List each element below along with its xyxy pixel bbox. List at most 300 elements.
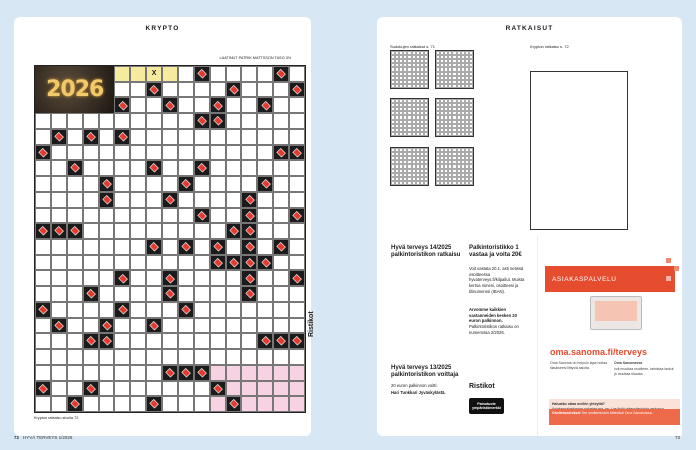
grid-cell[interactable] xyxy=(51,381,67,397)
grid-cell[interactable] xyxy=(114,145,130,161)
black-square[interactable] xyxy=(67,160,83,176)
grid-cell[interactable] xyxy=(35,239,51,255)
grid-cell[interactable] xyxy=(114,66,130,82)
grid-cell[interactable] xyxy=(130,333,146,349)
grid-cell[interactable] xyxy=(257,302,273,318)
grid-cell[interactable] xyxy=(35,129,51,145)
grid-cell[interactable] xyxy=(178,286,194,302)
grid-cell[interactable] xyxy=(241,302,257,318)
grid-cell[interactable] xyxy=(51,192,67,208)
grid-cell[interactable] xyxy=(99,349,115,365)
black-square[interactable] xyxy=(273,239,289,255)
grid-cell[interactable] xyxy=(226,160,242,176)
grid-cell[interactable] xyxy=(241,66,257,82)
grid-cell[interactable] xyxy=(114,318,130,334)
black-square[interactable] xyxy=(257,97,273,113)
grid-cell[interactable] xyxy=(194,286,210,302)
grid-cell[interactable] xyxy=(67,381,83,397)
grid-cell[interactable] xyxy=(35,255,51,271)
grid-cell[interactable] xyxy=(289,66,305,82)
grid-cell[interactable] xyxy=(130,318,146,334)
grid-cell[interactable] xyxy=(67,239,83,255)
grid-cell[interactable] xyxy=(130,145,146,161)
grid-cell[interactable] xyxy=(114,333,130,349)
grid-cell[interactable] xyxy=(83,365,99,381)
black-square[interactable] xyxy=(210,239,226,255)
grid-cell[interactable] xyxy=(99,223,115,239)
grid-cell[interactable] xyxy=(51,349,67,365)
grid-cell[interactable] xyxy=(210,302,226,318)
black-square[interactable] xyxy=(210,113,226,129)
grid-cell[interactable] xyxy=(67,129,83,145)
grid-cell[interactable] xyxy=(83,113,99,129)
grid-cell[interactable] xyxy=(194,82,210,98)
grid-cell[interactable] xyxy=(83,396,99,412)
grid-cell[interactable] xyxy=(289,176,305,192)
grid-cell[interactable] xyxy=(146,365,162,381)
grid-cell[interactable] xyxy=(241,97,257,113)
grid-cell[interactable] xyxy=(210,160,226,176)
grid-cell[interactable] xyxy=(226,349,242,365)
grid-cell[interactable] xyxy=(67,365,83,381)
black-square[interactable] xyxy=(146,82,162,98)
grid-cell[interactable] xyxy=(67,286,83,302)
grid-cell[interactable] xyxy=(51,160,67,176)
black-square[interactable] xyxy=(194,208,210,224)
grid-cell[interactable] xyxy=(257,113,273,129)
grid-cell[interactable] xyxy=(178,208,194,224)
grid-cell[interactable] xyxy=(162,129,178,145)
grid-cell[interactable] xyxy=(130,176,146,192)
grid-cell[interactable] xyxy=(273,223,289,239)
grid-cell[interactable] xyxy=(114,176,130,192)
grid-cell[interactable] xyxy=(194,223,210,239)
black-square[interactable] xyxy=(178,176,194,192)
grid-cell[interactable] xyxy=(210,365,226,381)
grid-cell[interactable] xyxy=(289,113,305,129)
grid-cell[interactable] xyxy=(210,223,226,239)
grid-cell[interactable] xyxy=(162,318,178,334)
grid-cell[interactable] xyxy=(35,365,51,381)
black-square[interactable] xyxy=(241,270,257,286)
grid-cell[interactable] xyxy=(83,318,99,334)
grid-cell[interactable] xyxy=(194,97,210,113)
grid-cell[interactable] xyxy=(83,349,99,365)
grid-cell[interactable] xyxy=(241,129,257,145)
grid-cell[interactable] xyxy=(146,270,162,286)
grid-cell[interactable] xyxy=(146,302,162,318)
grid-cell[interactable] xyxy=(273,129,289,145)
black-square[interactable] xyxy=(178,365,194,381)
grid-cell[interactable] xyxy=(194,318,210,334)
grid-cell[interactable] xyxy=(210,396,226,412)
grid-cell[interactable] xyxy=(35,286,51,302)
grid-cell[interactable] xyxy=(194,396,210,412)
grid-cell[interactable] xyxy=(51,176,67,192)
black-square[interactable] xyxy=(273,333,289,349)
grid-cell[interactable] xyxy=(178,160,194,176)
grid-cell[interactable] xyxy=(241,365,257,381)
grid-cell[interactable] xyxy=(67,349,83,365)
black-square[interactable] xyxy=(273,66,289,82)
grid-cell[interactable] xyxy=(241,145,257,161)
black-square[interactable] xyxy=(241,192,257,208)
grid-cell[interactable] xyxy=(178,145,194,161)
black-square[interactable] xyxy=(289,145,305,161)
grid-cell[interactable] xyxy=(83,302,99,318)
black-square[interactable] xyxy=(241,239,257,255)
grid-cell[interactable] xyxy=(35,160,51,176)
grid-cell[interactable] xyxy=(162,82,178,98)
grid-cell[interactable] xyxy=(257,349,273,365)
grid-cell[interactable] xyxy=(289,192,305,208)
black-square[interactable] xyxy=(162,97,178,113)
grid-cell[interactable] xyxy=(146,208,162,224)
black-square[interactable] xyxy=(146,160,162,176)
black-square[interactable] xyxy=(114,302,130,318)
grid-cell[interactable] xyxy=(210,82,226,98)
black-square[interactable] xyxy=(194,113,210,129)
black-square[interactable] xyxy=(210,97,226,113)
grid-cell[interactable] xyxy=(289,286,305,302)
grid-cell[interactable] xyxy=(226,113,242,129)
grid-cell[interactable] xyxy=(83,176,99,192)
grid-cell[interactable] xyxy=(289,223,305,239)
grid-cell[interactable] xyxy=(241,160,257,176)
black-square[interactable] xyxy=(35,145,51,161)
black-square[interactable] xyxy=(289,333,305,349)
grid-cell[interactable] xyxy=(67,145,83,161)
grid-cell[interactable] xyxy=(194,333,210,349)
black-square[interactable] xyxy=(162,192,178,208)
grid-cell[interactable] xyxy=(257,396,273,412)
grid-cell[interactable] xyxy=(51,208,67,224)
grid-cell[interactable] xyxy=(130,208,146,224)
grid-cell[interactable] xyxy=(241,396,257,412)
grid-cell[interactable] xyxy=(226,66,242,82)
grid-cell[interactable] xyxy=(35,270,51,286)
grid-cell[interactable] xyxy=(178,66,194,82)
grid-cell[interactable] xyxy=(194,129,210,145)
grid-cell[interactable] xyxy=(51,365,67,381)
grid-cell[interactable] xyxy=(114,160,130,176)
black-square[interactable] xyxy=(51,129,67,145)
grid-cell[interactable] xyxy=(226,333,242,349)
black-square[interactable] xyxy=(99,192,115,208)
black-square[interactable] xyxy=(67,396,83,412)
grid-cell[interactable] xyxy=(99,286,115,302)
grid-cell[interactable] xyxy=(194,381,210,397)
grid-cell[interactable] xyxy=(257,145,273,161)
grid-cell[interactable] xyxy=(257,381,273,397)
black-square[interactable] xyxy=(83,333,99,349)
grid-cell[interactable] xyxy=(162,160,178,176)
grid-cell[interactable] xyxy=(99,381,115,397)
black-square[interactable] xyxy=(146,239,162,255)
grid-cell[interactable] xyxy=(35,208,51,224)
grid-cell[interactable] xyxy=(83,255,99,271)
grid-cell[interactable] xyxy=(162,66,178,82)
black-square[interactable] xyxy=(241,255,257,271)
grid-cell[interactable] xyxy=(194,239,210,255)
black-square[interactable] xyxy=(257,333,273,349)
grid-cell[interactable] xyxy=(130,365,146,381)
grid-cell[interactable] xyxy=(210,333,226,349)
grid-cell[interactable] xyxy=(146,113,162,129)
grid-cell[interactable] xyxy=(178,318,194,334)
grid-cell[interactable] xyxy=(130,396,146,412)
grid-cell[interactable] xyxy=(162,381,178,397)
grid-cell[interactable] xyxy=(210,208,226,224)
grid-cell[interactable] xyxy=(226,365,242,381)
grid-cell[interactable] xyxy=(51,255,67,271)
grid-cell[interactable] xyxy=(210,318,226,334)
grid-cell[interactable] xyxy=(51,270,67,286)
grid-cell[interactable] xyxy=(83,145,99,161)
grid-cell[interactable] xyxy=(226,97,242,113)
black-square[interactable] xyxy=(114,97,130,113)
grid-cell[interactable] xyxy=(35,349,51,365)
black-square[interactable] xyxy=(289,270,305,286)
black-square[interactable] xyxy=(194,365,210,381)
grid-cell[interactable] xyxy=(83,270,99,286)
grid-cell[interactable] xyxy=(210,286,226,302)
grid-cell[interactable] xyxy=(162,333,178,349)
black-square[interactable] xyxy=(289,82,305,98)
grid-cell[interactable] xyxy=(257,318,273,334)
grid-cell[interactable] xyxy=(241,82,257,98)
grid-cell[interactable] xyxy=(241,176,257,192)
black-square[interactable] xyxy=(226,223,242,239)
grid-cell[interactable] xyxy=(178,270,194,286)
grid-cell[interactable] xyxy=(35,192,51,208)
grid-cell[interactable] xyxy=(146,129,162,145)
grid-cell[interactable] xyxy=(289,396,305,412)
grid-cell[interactable] xyxy=(114,396,130,412)
grid-cell[interactable] xyxy=(130,270,146,286)
grid-cell[interactable] xyxy=(99,270,115,286)
grid-cell[interactable] xyxy=(178,255,194,271)
grid-cell[interactable] xyxy=(146,145,162,161)
grid-cell[interactable] xyxy=(257,82,273,98)
grid-cell[interactable] xyxy=(226,270,242,286)
grid-cell[interactable] xyxy=(162,255,178,271)
grid-cell[interactable] xyxy=(289,318,305,334)
grid-cell[interactable] xyxy=(194,349,210,365)
grid-cell[interactable] xyxy=(289,129,305,145)
grid-cell[interactable] xyxy=(257,286,273,302)
grid-cell[interactable] xyxy=(273,192,289,208)
grid-cell[interactable] xyxy=(194,145,210,161)
grid-cell[interactable] xyxy=(178,113,194,129)
grid-cell[interactable] xyxy=(273,208,289,224)
grid-cell[interactable] xyxy=(146,176,162,192)
grid-cell[interactable] xyxy=(67,333,83,349)
grid-cell[interactable] xyxy=(289,160,305,176)
grid-cell[interactable] xyxy=(273,318,289,334)
grid-cell[interactable] xyxy=(289,302,305,318)
grid-cell[interactable] xyxy=(273,176,289,192)
grid-cell[interactable] xyxy=(99,208,115,224)
grid-cell[interactable] xyxy=(178,381,194,397)
grid-cell[interactable] xyxy=(210,129,226,145)
grid-cell[interactable] xyxy=(162,145,178,161)
black-square[interactable] xyxy=(162,365,178,381)
grid-cell[interactable] xyxy=(130,66,146,82)
grid-cell[interactable] xyxy=(114,82,130,98)
grid-cell[interactable] xyxy=(289,255,305,271)
grid-cell[interactable] xyxy=(194,255,210,271)
grid-cell[interactable] xyxy=(257,223,273,239)
grid-cell[interactable] xyxy=(130,129,146,145)
grid-cell[interactable] xyxy=(194,302,210,318)
grid-cell[interactable] xyxy=(99,255,115,271)
black-square[interactable] xyxy=(99,176,115,192)
grid-cell[interactable] xyxy=(99,396,115,412)
grid-cell[interactable] xyxy=(162,113,178,129)
grid-cell[interactable] xyxy=(241,333,257,349)
black-square[interactable] xyxy=(114,270,130,286)
black-square[interactable] xyxy=(241,208,257,224)
black-square[interactable] xyxy=(194,160,210,176)
grid-cell[interactable] xyxy=(35,318,51,334)
black-square[interactable] xyxy=(51,318,67,334)
black-square[interactable] xyxy=(35,223,51,239)
grid-cell[interactable] xyxy=(146,255,162,271)
grid-cell[interactable] xyxy=(51,113,67,129)
grid-cell[interactable] xyxy=(130,160,146,176)
grid-cell[interactable] xyxy=(226,239,242,255)
black-square[interactable] xyxy=(146,318,162,334)
black-square[interactable] xyxy=(226,82,242,98)
grid-cell[interactable] xyxy=(130,302,146,318)
grid-cell[interactable] xyxy=(130,192,146,208)
grid-cell[interactable] xyxy=(210,176,226,192)
grid-cell[interactable] xyxy=(178,349,194,365)
grid-cell[interactable] xyxy=(289,349,305,365)
grid-cell[interactable] xyxy=(146,223,162,239)
grid-cell[interactable] xyxy=(162,176,178,192)
grid-cell[interactable] xyxy=(67,302,83,318)
grid-cell[interactable] xyxy=(162,239,178,255)
grid-cell[interactable] xyxy=(114,286,130,302)
grid-cell[interactable] xyxy=(130,82,146,98)
grid-cell[interactable] xyxy=(99,302,115,318)
grid-cell[interactable] xyxy=(162,223,178,239)
grid-cell[interactable] xyxy=(162,396,178,412)
black-square[interactable] xyxy=(273,145,289,161)
grid-cell[interactable] xyxy=(83,192,99,208)
grid-cell[interactable] xyxy=(273,113,289,129)
black-square[interactable] xyxy=(178,239,194,255)
grid-cell[interactable] xyxy=(146,333,162,349)
grid-cell[interactable] xyxy=(289,365,305,381)
grid-cell[interactable] xyxy=(99,113,115,129)
grid-cell[interactable] xyxy=(257,160,273,176)
grid-cell[interactable] xyxy=(99,160,115,176)
grid-cell[interactable] xyxy=(257,208,273,224)
grid-cell[interactable] xyxy=(273,255,289,271)
grid-cell[interactable] xyxy=(162,349,178,365)
grid-cell[interactable] xyxy=(289,239,305,255)
krypto-grid[interactable] xyxy=(34,65,306,413)
grid-cell[interactable] xyxy=(130,239,146,255)
grid-cell[interactable] xyxy=(194,176,210,192)
grid-cell[interactable] xyxy=(178,223,194,239)
grid-cell[interactable] xyxy=(146,381,162,397)
black-square[interactable] xyxy=(289,208,305,224)
grid-cell[interactable] xyxy=(210,349,226,365)
black-square[interactable] xyxy=(83,129,99,145)
grid-cell[interactable] xyxy=(114,365,130,381)
black-square[interactable] xyxy=(194,66,210,82)
grid-cell[interactable] xyxy=(257,66,273,82)
grid-cell[interactable] xyxy=(67,208,83,224)
grid-cell[interactable] xyxy=(146,349,162,365)
grid-cell[interactable] xyxy=(51,333,67,349)
grid-cell[interactable] xyxy=(114,113,130,129)
grid-cell[interactable] xyxy=(114,192,130,208)
grid-cell[interactable] xyxy=(35,333,51,349)
black-square[interactable] xyxy=(83,381,99,397)
grid-cell[interactable] xyxy=(99,145,115,161)
black-square[interactable] xyxy=(257,176,273,192)
grid-cell[interactable] xyxy=(273,82,289,98)
grid-cell[interactable] xyxy=(178,192,194,208)
grid-cell[interactable] xyxy=(226,208,242,224)
customer-service-ad[interactable] xyxy=(537,236,682,436)
grid-cell[interactable] xyxy=(114,381,130,397)
grid-cell[interactable] xyxy=(67,176,83,192)
grid-cell[interactable] xyxy=(226,381,242,397)
black-square[interactable] xyxy=(162,286,178,302)
grid-cell[interactable] xyxy=(130,113,146,129)
grid-cell[interactable] xyxy=(178,129,194,145)
grid-cell[interactable] xyxy=(257,192,273,208)
grid-cell[interactable] xyxy=(130,349,146,365)
grid-cell[interactable] xyxy=(83,223,99,239)
grid-cell[interactable] xyxy=(289,97,305,113)
grid-cell[interactable] xyxy=(273,381,289,397)
grid-cell[interactable] xyxy=(210,145,226,161)
grid-cell[interactable] xyxy=(35,113,51,129)
black-square[interactable] xyxy=(257,255,273,271)
grid-cell[interactable] xyxy=(273,97,289,113)
black-square[interactable] xyxy=(99,318,115,334)
grid-cell[interactable] xyxy=(146,286,162,302)
grid-cell[interactable] xyxy=(83,239,99,255)
grid-cell[interactable] xyxy=(178,97,194,113)
grid-cell[interactable] xyxy=(178,82,194,98)
grid-cell[interactable] xyxy=(114,255,130,271)
grid-cell[interactable] xyxy=(257,365,273,381)
grid-cell[interactable] xyxy=(210,270,226,286)
black-square[interactable] xyxy=(67,223,83,239)
grid-cell[interactable] xyxy=(146,192,162,208)
black-square[interactable] xyxy=(35,381,51,397)
grid-cell[interactable]: X xyxy=(146,66,162,82)
black-square[interactable] xyxy=(210,255,226,271)
grid-cell[interactable] xyxy=(210,192,226,208)
grid-cell[interactable] xyxy=(99,239,115,255)
black-square[interactable] xyxy=(241,223,257,239)
black-square[interactable] xyxy=(162,270,178,286)
grid-cell[interactable] xyxy=(130,255,146,271)
grid-cell[interactable] xyxy=(241,318,257,334)
ad-url-link[interactable]: oma.sanoma.fi/terveys xyxy=(550,347,648,357)
black-square[interactable] xyxy=(35,302,51,318)
grid-cell[interactable] xyxy=(178,333,194,349)
